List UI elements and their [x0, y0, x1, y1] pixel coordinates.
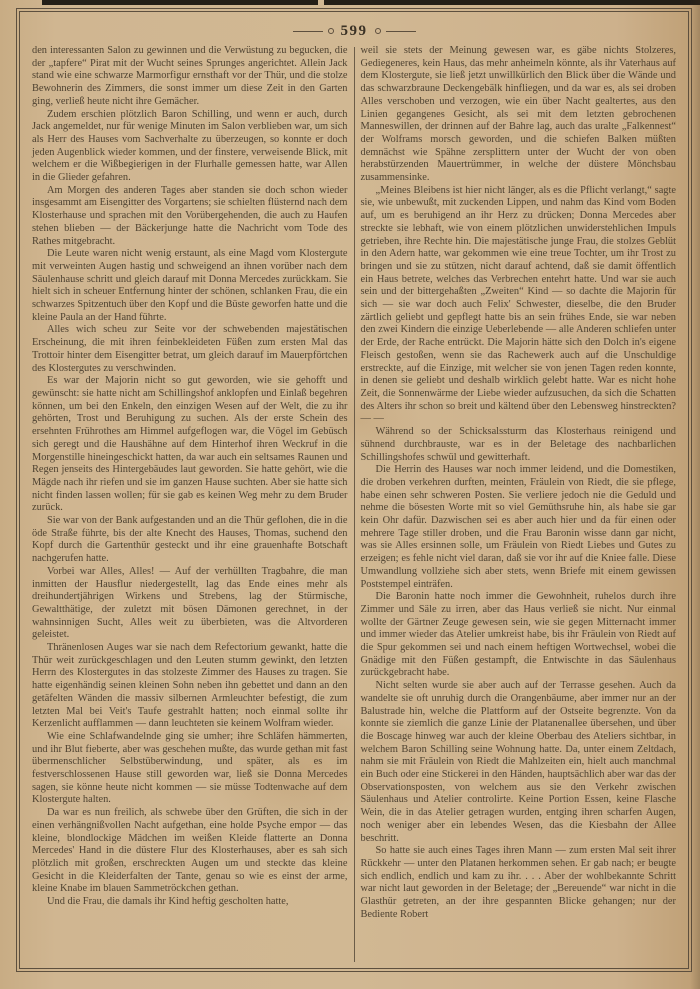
- paragraph: Thränenlosen Auges war sie nach dem Refectorium gewankt, hatte die Thür weit zurückgeschlagen und den Leuten stumm gewinkt, den letzten Herrn des Klostergutes in das stolzeste Zimmer des Hauses zu tragen. Sie hatte eigenhändig seinen kleinen Sohn neben ihn gebettet und dann an den getäfelten Wänden die massiv silbernen Armleuchter befestigt, die zum letzten Mal bei Veit's Taufe gestrahlt hatten; noch einmal sollte ihr Kerzenlicht aufflammen — dann leuchteten sie keinem Wolfram wieder.: [32, 642, 348, 730]
- page-border-frame: [16, 8, 692, 972]
- page-header: [20, 21, 688, 41]
- paragraph: den interessanten Salon zu gewinnen und die Verwüstung zu begucken, die der „tapfere“ Pirat mit der Wucht seines Sprunges angerichtet. Allein Jack stand wie eine schwarze Marmorfigur ernsthaft vor der Thür, und die stolze Bewohnerin des Zimmers, die sonst immer um diese Zeit in den Garten ging, verließ heute nicht ihre Gemächer.: [32, 45, 348, 107]
- paragraph: So hatte sie auch eines Tages ihren Mann — zum ersten Mal seit ihrer Rückkehr — unter den Platanen herkommen sehen. Er gab nach; er beugte sich endlich, endlich und kam zu ihr. . . . Aber der wohlbekannte Schritt war nicht laut geworden in der Beletage; der „Bereuende“ war nicht in die Glasthür getreten, an der ihre gespannten Blicke gehangen; nur der Bediente Robert: [360, 845, 676, 920]
- paragraph: Die Herrin des Hauses war noch immer leidend, und die Domestiken, die droben verkehren durften, meinten, Fräulein von Riedt, die sie pflege, habe einen sehr schweren Posten. Sie verliere jedoch nie die Geduld und nehme die bösesten Worte mit so viel Gemüthsruhe hin, als habe sie gar kein Ohr dafür. Dazwischen sei es aber auch hier und da für einen oder mehrere Tage stiller droben, und die Frau Baronin wisse dann gar nicht, was sie Alles ersinnen solle, um Fräulein von Riedt Liebes und Gutes zu erzeigen; es fehle nicht viel daran, daß sie vor ihr auf die Kniee falle. Diese Umwandlung vollziehe sich aber stets, wenn Briefe mit einem gewissen Poststempel einträfen.: [360, 464, 676, 590]
- paragraph: Sie war von der Bank aufgestanden und an die Thür geflohen, die in die öde Straße führte, bis der alte Knecht des Hauses, Thomas, suchend den Kopf durch die Gartenthür gesteckt und ihr eine grauenhafte Botschaft nachgerufen hatte.: [32, 515, 348, 565]
- page-number: 599: [340, 22, 368, 39]
- ornament-left: [293, 28, 334, 34]
- paragraph: Während so der Schicksalssturm das Klosterhaus reinigend und sühnend durchbrauste, war es in der Beletage des nachbarlichen Schillingshofes schwül und gewitterhaft.: [360, 426, 676, 463]
- left-text-column: [28, 45, 352, 962]
- page-border-frame-inner: [19, 11, 689, 969]
- paragraph: Am Morgen des anderen Tages aber standen sie doch schon wieder insgesammt am Eisengitter des Vorgartens; sie schielten flüsternd nach dem Klosterhause und sprachen mit den Vorübergehenden, die auch zu Haufen stehen blieben — der Bäckerjunge hatte die Nachricht vom Tode des Rathes mitgebracht.: [32, 184, 348, 247]
- paragraph: Nicht selten wurde sie aber auch auf der Terrasse gesehen. Auch da wandelte sie oft unruhig durch die Orangenbäume, aber immer nur an der Balustrade hin, welche die Plattform auf der Ostseite begrenzte. Von da konnte sie ziemlich die ganze Linie der Platanenallee übersehen, und über die Boscage hinweg war auch der kleine Oberbau des Ateliers sichtbar, in welchem Baron Schilling seine Wohnung hatte. Da, unter einem Zeltdach, nahm sie mit Fräulein von Riedt die Mahlzeiten ein, hielt auch manchmal ein Buch oder eine Stickerei in den Händen, hauptsächlich aber war das der Observationsposten, von welchem aus sie den Verkehr zwischen Säulenhaus und Atelier controlirte. Keine Portion Essen, keine Flasche Wein, die in das Atelier getragen wurden, entging ihren scharfen Augen, noch weniger aber ein lebendes Wesen, das die Kiesbahn der Allee beschritt.: [360, 680, 676, 844]
- page-edge-shadow: [690, 0, 700, 989]
- circle-ornament-icon: [328, 28, 334, 34]
- paragraph: Wie eine Schlafwandelnde ging sie umher; ihre Schläfen hämmerten, und ihr Blut fieberte, aber was geschehen mußte, das wurde gethan mit fast übermenschlicher Selbstüberwindung, und später, als es im festverschlossenen Hause still geworden war, ließ sie Donna Mercedes sagen, sie könne heute nicht kommen — sie müsse Todtenwache auf dem Klostergute halten.: [32, 730, 348, 806]
- right-text-column: [357, 45, 681, 962]
- top-edge-rule-left: [42, 0, 318, 5]
- ornament-right: [375, 28, 416, 34]
- paragraph: weil sie stets der Meinung gewesen war, es gäbe nichts Stolzeres, Gediegeneres, kein Haus, das mehr anheimeln könnte, als ihr Vaterhaus auf dem Klostergute, sie ließ jetzt unwillkürlich den Blick über die Wände und das schwarzbraune Deckengebälk hinfliegen, und da war es, als sei droben Alles verschoben und verzogen, wie ein über Nacht gealtertes, aus den Linien gegangenes Gesicht, als sei mit dem letzten gebrochenen Manneswillen, der drinnen auf der Bahre lag, auch das uralte „Falkennest“ der Wolframs morsch geworden, und die schiefen Balken müßten demnächst wie Spähne zersplittern unter der Wucht der von oben herabstürzenden Mauertrümmer, in welche der düstere Mönchsbau zusammensinke.: [360, 45, 676, 184]
- paragraph: Zudem erschien plötzlich Baron Schilling, und wenn er auch, durch Jack angemeldet, nur für wenige Minuten im Salon verblieben war, um sich als Herr des Hauses vom Sachverhalte zu überzeugen, so konnte er doch jeden Augenblick wieder kommen, und der finstere, verweisende Blick, mit welchem er die Wißbegierigen in der Flurhalle gemessen hatte, war Allen in die Glieder gefahren.: [32, 108, 348, 184]
- dash-rule-icon: [386, 31, 416, 32]
- text-columns: [28, 45, 680, 962]
- paragraph: „Meines Bleibens ist hier nicht länger, als es die Pflicht verlangt,“ sagte sie, wie unbewußt, mit zuckenden Lippen, und nahm das Kind vom Boden auf, um es beruhigend an ihr Herz zu drücken; Donna Mercedes aber streckte sie lebhaft, wie von einem plötzlichen unwiderstehlichen Impuls getrieben, ihre Rechte hin. Die majestätische junge Frau, die stolzes Geblüt in den Adern hatte, war gekommen wie eine treue Tochter, um ihr Trost zu bringen und sie zu stützen, nicht darauf achtend, daß sie damit öffentlich ein Haus betrete, welches das Verbrechen entehrt hatte. Und war sie auch sein und der bittergehaßten „Zweiten“ Kind — so dachte die Majorin für sich — sie war doch auch Felix' Schwester, dieselbe, die den Bruder zärtlich geliebt und gepflegt hatte bis an sein frühes Ende, sie war neben den zwei Kindern die einzige Ueberlebende — alle Anderen schliefen unter der Erde, der Rache entrückt. Die Majorin hätte sich den Dolch in's eigene Fleisch gestoßen, wenn sie das Rachewerk auch auf die Unschuldige erstreckte, auf die Einzige, mit welcher sie von jenen Tagen reden konnte, in denen sie geliebt und deshalb wirklich gelebt hatte. War es nicht hohe Zeit, die Sonnenwärme der Liebe wieder aufzusuchen, da sich die Schatten des Alters ihr schon so breit und kältend über den Lebensweg hinstreckten? — —: [360, 184, 676, 425]
- paragraph: Alles wich scheu zur Seite vor der schwebenden majestätischen Erscheinung, die mit ihren feinbekleideten Füßen zum ersten Mal das Trottoir hinter dem Eisengitter betrat, um gleich darauf im Mauerpförtchen des Klostergutes zu verschwinden.: [32, 324, 348, 374]
- paragraph: Die Baronin hatte noch immer die Gewohnheit, ruhelos durch ihre Zimmer und Säle zu irren, aber das Haus verließ sie nicht. Nur einmal wollte der Gärtner Zeuge gewesen sein, wie sie gegen Mitternacht immer und immer wieder das Atelier umkreist habe, bis ihr Fräulein von Riedt auf die Spur gekommen sei und nach einem heftigen Wortwechsel, wobei die Gnädige mit den Füßen gestampft, die Entwischte in das Säulenhaus zurückgebracht habe.: [360, 591, 676, 679]
- paragraph: Vorbei war Alles, Alles! — Auf der verhüllten Tragbahre, die man inmitten der Hausflur niedergestellt, lag das Ende eines mehr als dreihundertjährigen Wirkens und Strebens, lag der Stürmische, Gewaltthätige, der zuletzt mit bösen Dämonen gerechnet, in der wahnsinnigen Sucht, Alles weit zu überbieten, was die Altvorderen geleistet.: [32, 565, 348, 641]
- paragraph: Da war es nun freilich, als schwebe über den Grüften, die sich in der einen verhängnißvollen Nacht aufgethan, eine holde Psyche empor — das kleine, blondlockige Mädchen im weißen Kleide flatterte an Donna Mercedes' Hand in die düstere Flur des Klosterhauses, aber es sah sich plötzlich mit großen, erschreckten Augen um und steckte das kleine Gesicht in die Kleiderfalten der Tante, genau so wie es einst der arme, kleine Knabe im blauen Sammetröckchen gethan.: [32, 807, 348, 895]
- paragraph: Die Leute waren nicht wenig erstaunt, als eine Magd vom Klostergute mit verweinten Augen hastig und schweigend an ihnen vorüber nach dem Säulenhause schritt und gleich darauf mit Donna Mercedes zurückkam. Sie hielt sich in scheuer Entfernung hinter der schönen, schlanken Frau, die ein schwarzes Spitzentuch über den Kopf und die Büste geworfen hatte und die kleine Paula an der Hand führte.: [32, 248, 348, 323]
- dash-rule-icon: [293, 31, 323, 32]
- top-edge-rule-right: [324, 0, 700, 5]
- paragraph: Es war der Majorin nicht so gut geworden, wie sie gehofft und gewünscht: sie hatte nicht am Schillingshof anklopfen und Einlaß begehren können, um bei den Enkeln, den einzigen Wesen auf der Welt, die zu ihr gehörten, Trost und Beruhigung zu suchen. Als der erste Schein des ersehnten Frührothes am Himmel aufgeflogen war, die Vögel im Gebüsch sich geregt und die Haushähne auf dem Hinterhof ihren Weckruf in die Morgenstille hineingeschickt hatten, da war auch ein seltsames Raunen und Regen jenseits des Hintergebäudes laut geworden. Sie hatte gehört, wie die Mägde nach ihr riefen und sie im ganzen Hause suchten. Aber sie hatte sich nicht finden lassen wollen; für sie gab es keinen Weg mehr zu dem Bruder zurück.: [32, 375, 348, 514]
- column-divider-rule: [354, 47, 355, 962]
- circle-ornament-icon: [375, 28, 381, 34]
- paragraph: Und die Frau, die damals ihr Kind heftig gescholten hatte,: [47, 896, 289, 908]
